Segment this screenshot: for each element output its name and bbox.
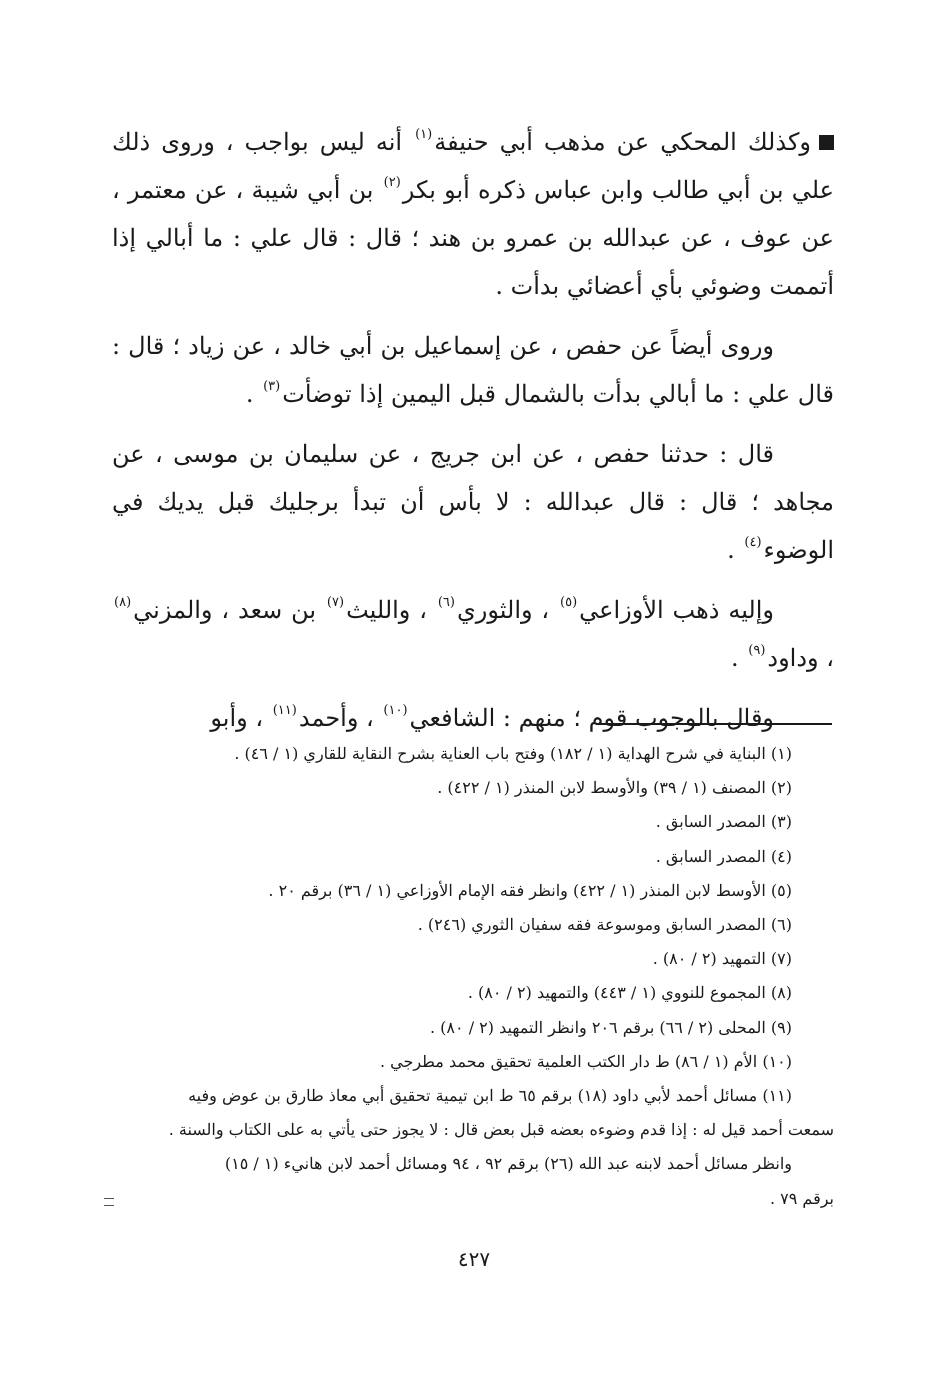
footnote-ref: (٤) [744,535,762,550]
footnote-ref: (١٠) [383,703,408,718]
footnote-6: (٦) المصدر السابق وموسوعة فقه سفيان الثوري (٢٤٦) . [417,915,792,935]
footnote-11-continuation: وانظر مسائل أحمد لابنه عبد الله (٢٦) برقم ٩٢ ، ٩٤ ومسائل أحمد لابن هانيء (١ / ١٥) [224,1154,792,1174]
footnote-1: (١) البناية في شرح الهداية (١ / ١٨٢) وفتح باب العناية بشرح النقاية للقاري (١ / ٤٦) . [234,744,792,763]
paragraph-text: ، والثوري [456,596,559,624]
paragraph-4 [112,586,834,682]
footnote-8: (٨) المجموع للنووي (١ / ٤٤٣) والتمهيد (٢ / ٨٠) . [467,983,792,1003]
paragraph-text: ، وداود [767,644,834,672]
paragraph-2 [112,322,834,418]
footnote-11: (١١) مسائل أحمد لأبي داود (١٨) برقم ٦٥ ط ابن تيمية تحقيق أبي معاذ طارق بن عوض وفيه [188,1086,792,1106]
footnote-7: (٧) التمهيد (٢ / ٨٠) . [652,949,792,969]
paragraph-text: قال : حدثنا حفص ، عن ابن جريج ، عن سليمان بن موسى ، عن مجاهد ؛ قال : قال عبدالله : لا بأس أن تبدأ برجليك قبل يديك في الوضوء [112,440,834,564]
footnote-4: (٤) المصدر السابق . [655,846,792,866]
paragraph-text: ، والليث [346,596,436,624]
footnote-ref: (٦) [437,595,455,610]
footnote-ref: (٥) [560,595,578,610]
footnote-9: (٩) المحلى (٢ / ٦٦) برقم ٢٠٦ وانظر التمهيد (٢ / ٨٠) . [430,1017,792,1037]
footnote-5: (٥) الأوسط لابن المنذر (١ / ٤٢٢) وانظر فقه الإمام الأوزاعي (١ / ٣٦) برقم ٢٠ . [268,880,792,900]
paragraph-text: وإليه ذهب الأوزاعي [579,596,774,624]
footnote-ref: (٨) [114,595,132,610]
footnote-ref: (٣) [263,379,281,394]
paragraph-text: وروى أيضاً عن حفص ، عن إسماعيل بن أبي خالد ، عن زياد ؛ قال : قال علي : ما أبالي بدأت بالشمال قبل اليمين إذا توضأت [112,332,834,408]
margin-mark [104,1198,114,1206]
footnote-ref: (٩) [748,643,766,658]
paragraph-text: بن أبي شيبة ، عن معتمر ، عن عوف ، عن عبدالله بن عمرو بن هند ؛ قال : قال علي : ما أبالي إذا أتممت وضوئي بأي أعضائي بدأت . [112,176,834,300]
footnote-3: (٣) المصدر السابق . [655,812,792,832]
paragraph-text: . [727,536,743,564]
page-number: ٤٢٧ [457,1247,491,1271]
section-marker-icon [819,135,834,150]
footnote-ref: (٢) [383,175,401,190]
footnote-11-continuation: برقم ٧٩ . [769,1188,834,1208]
paragraph-text: . [730,644,747,672]
paragraph-text: ، وأحمد [298,704,382,732]
footnote-11-continuation: سمعت أحمد قيل له : إذا قدم وضوءه بعضه قبل بعض قال : لا يجوز حتى يأتي به على الكتاب والسنة . [168,1120,834,1140]
main-text [112,118,834,754]
paragraph-text: بن سعد ، والمزني [133,596,325,624]
paragraph-3 [112,430,834,574]
paragraph-5 [112,694,834,742]
paragraph-text: . [245,380,262,408]
paragraph-text: أنه ليس بواجب ، وروى ذلك علي بن أبي طالب وابن عباس ذكره أبو بكر [112,128,835,204]
footnote-ref: (٧) [326,595,345,610]
paragraph-text: وكذلك المحكي عن مذهب أبي حنيفة [434,128,811,156]
paragraph-text: وقال بالوجوب قوم ؛ منهم : الشافعي [409,704,774,732]
footnote-separator [596,723,832,725]
paragraph-text: ، وأبو [210,704,271,732]
footnotes [112,737,834,1216]
footnote-ref: (١١) [272,703,297,718]
paragraph-1 [112,118,834,310]
footnote-ref: (١) [415,127,433,142]
footnote-2: (٢) المصنف (١ / ٣٩) والأوسط لابن المنذر (١ / ٤٢٢) . [437,778,792,798]
footnote-10: (١٠) الأم (١ / ٨٦) ط دار الكتب العلمية تحقيق محمد مطرجي . [379,1051,792,1071]
